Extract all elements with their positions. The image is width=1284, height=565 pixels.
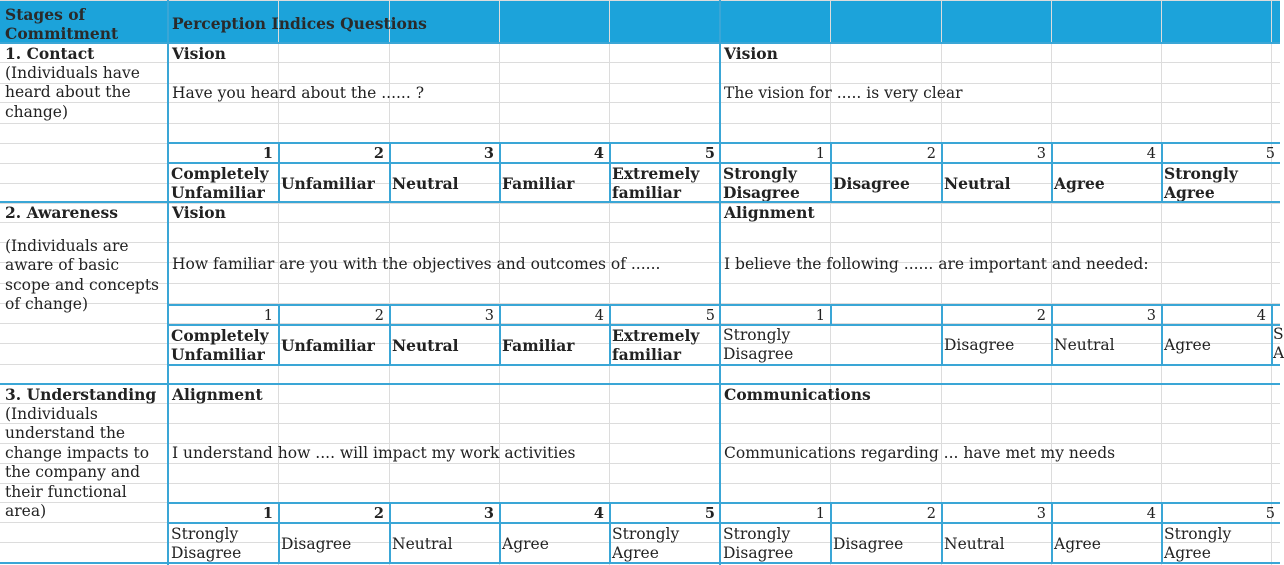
- scale-number-right-2[interactable]: 2: [926, 146, 936, 162]
- scale-label-text: Strongly Agree: [1164, 525, 1232, 562]
- scale-label-text: Disagree: [944, 335, 1015, 354]
- border-scale-col: [389, 502, 391, 563]
- scale-label-left-1[interactable]: [171, 325, 276, 365]
- scale-label-left-3[interactable]: [392, 325, 497, 365]
- scale-label-left-3[interactable]: [392, 523, 497, 565]
- scale-label-right-5[interactable]: [1164, 163, 1278, 203]
- border-scale-col: [1051, 142, 1053, 202]
- stage-3-cell[interactable]: [5, 385, 167, 522]
- gridline-col: [609, 0, 610, 565]
- scale-label-text: Agree: [1054, 173, 1105, 193]
- scale-number-left-5[interactable]: 5: [704, 145, 715, 162]
- scale-label-left-5[interactable]: [612, 325, 718, 365]
- border-col-stage: [167, 0, 169, 565]
- scale-number-left-3[interactable]: 3: [483, 505, 494, 522]
- border-scale-col: [389, 304, 391, 364]
- scale-number-right-5[interactable]: 5: [1265, 506, 1275, 522]
- scale-label-left-5[interactable]: [612, 523, 718, 565]
- scale-label-text: Strongly Disagree: [723, 326, 794, 363]
- stage-1-right-question[interactable]: The vision for ..... is very clear: [724, 84, 963, 102]
- scale-label-right-1[interactable]: [723, 523, 828, 565]
- border-scale-mid: [168, 162, 1280, 164]
- scale-label-left-2[interactable]: [281, 523, 387, 565]
- border-scale-col: [830, 304, 832, 324]
- scale-number-right-1[interactable]: 1: [815, 146, 825, 162]
- border-scale-col: [1051, 502, 1053, 563]
- border-scale-col: [1161, 304, 1163, 364]
- stage-2-description: (Individuals are aware of basic scope and concepts of change): [5, 236, 160, 313]
- scale-label-text: Neutral: [392, 335, 459, 355]
- border-scale-col: [609, 304, 611, 364]
- border-scale-col: [609, 502, 611, 563]
- border-scale-col: [389, 142, 391, 202]
- scale-label-text: Disagree: [281, 534, 352, 553]
- border-scale-col: [609, 142, 611, 202]
- stage-3-left-question[interactable]: I understand how .... will impact my work activities: [172, 444, 576, 462]
- scale-number-left-1[interactable]: 1: [263, 308, 273, 324]
- scale-label-left-4[interactable]: [502, 325, 607, 365]
- stage-2-right-question[interactable]: I believe the following ...... are important and needed:: [724, 255, 1149, 273]
- border-scale-col: [941, 142, 943, 202]
- gridline-row: [0, 0, 1280, 1]
- border-scale-col: [278, 304, 280, 364]
- scale-label-left-1[interactable]: [171, 163, 276, 203]
- scale-label-left-2[interactable]: [281, 325, 387, 365]
- scale-label-right-2[interactable]: [833, 163, 939, 203]
- scale-label-right-3[interactable]: [944, 163, 1049, 203]
- border-scale-col: [499, 502, 501, 563]
- gridline-col: [1051, 0, 1052, 565]
- gridline-row: [0, 483, 1280, 484]
- gridline-row: [0, 242, 1280, 243]
- scale-number-right-3[interactable]: 3: [1036, 506, 1046, 522]
- gridline-col: [1161, 0, 1162, 565]
- border-scale-col: [499, 304, 501, 364]
- border-scale-col: [499, 142, 501, 202]
- scale-label-text: Strongly Agree: [1164, 164, 1238, 202]
- scale-number-right-3[interactable]: 3: [1146, 308, 1156, 324]
- perception-indices-header: Perception Indices Questions: [172, 14, 427, 33]
- scale-label-right-3[interactable]: [1054, 325, 1159, 365]
- stages-of-commitment-header: Stages of Commitment: [5, 5, 119, 43]
- scale-label-text: Strongly Disagree: [723, 164, 800, 202]
- scale-label-right-4[interactable]: [1054, 523, 1159, 565]
- scale-number-left-5[interactable]: 5: [705, 308, 715, 324]
- border-scale-top: [168, 142, 1280, 144]
- scale-label-text: Neutral: [392, 173, 459, 193]
- scale-label-text: Neutral: [392, 534, 453, 553]
- scale-number-right-5[interactable]: 5: [1265, 146, 1275, 162]
- scale-label-text: Extremely familiar: [612, 326, 700, 364]
- stage-3-description: (Individuals understand the change impacts to the company and their functional area): [5, 404, 150, 520]
- border-scale-mid: [168, 324, 1280, 326]
- scale-label-text: Agree: [1164, 335, 1211, 354]
- stage-2-right-category[interactable]: Alignment: [724, 203, 815, 222]
- scale-label-text: Disagree: [833, 534, 904, 553]
- scale-number-right-4[interactable]: 4: [1146, 506, 1156, 522]
- scale-label-text: Neutral: [1054, 335, 1115, 354]
- scale-label-text: Agree: [502, 534, 549, 553]
- scale-label-right-5[interactable]: [1164, 523, 1278, 565]
- scale-label-text: Strongly Agree: [612, 525, 680, 562]
- scale-label-left-1[interactable]: [171, 523, 276, 565]
- gridline-col: [1271, 0, 1272, 565]
- scale-label-text: Agree: [1054, 534, 1101, 553]
- border-block-1: [0, 201, 1280, 203]
- scale-number-right-1[interactable]: 1: [815, 506, 825, 522]
- scale-label-text: Familiar: [502, 335, 575, 355]
- scale-number-right-4[interactable]: 4: [1256, 308, 1266, 324]
- border-scale-col: [1271, 304, 1273, 364]
- scale-label-right-2[interactable]: [944, 325, 1049, 365]
- border-scale-top: [168, 502, 1280, 504]
- scale-number-left-1[interactable]: 1: [262, 145, 273, 162]
- scale-number-right-4[interactable]: 4: [1146, 146, 1156, 162]
- scale-label-right-1[interactable]: [723, 325, 828, 365]
- border-scale-col: [1051, 304, 1053, 364]
- border-scale-col: [1161, 502, 1163, 563]
- stage-1-cell[interactable]: [5, 44, 165, 122]
- stage-1-description: (Individuals have heard about the change): [5, 63, 140, 121]
- border-scale-col: [278, 142, 280, 202]
- scale-label-text: Neutral: [944, 173, 1011, 193]
- gridline-row: [0, 283, 1280, 284]
- scale-number-left-3[interactable]: 3: [483, 145, 494, 162]
- scale-label-text: Completely Unfamiliar: [171, 326, 269, 364]
- scale-label-right-4[interactable]: [1054, 163, 1159, 203]
- border-scale-col: [941, 502, 943, 563]
- stage-1-left-question[interactable]: Have you heard about the ...... ?: [172, 84, 425, 102]
- border-scale-col: [830, 142, 832, 202]
- scale-number-left-4[interactable]: 4: [593, 505, 604, 522]
- scale-label-text: Familiar: [502, 173, 575, 193]
- border-scale-bottom: [168, 364, 1280, 366]
- border-col-mid: [719, 0, 721, 565]
- gridline-row: [0, 123, 1280, 124]
- scale-number-left-2[interactable]: 2: [373, 505, 384, 522]
- scale-label-left-5[interactable]: [612, 163, 718, 203]
- scale-label-right-2[interactable]: [833, 523, 939, 565]
- stage-2-left-question[interactable]: How familiar are you with the objectives and outcomes of ......: [172, 255, 661, 273]
- scale-number-left-4[interactable]: 4: [593, 145, 604, 162]
- gridline-row: [0, 423, 1280, 424]
- scale-label-right-1[interactable]: [723, 163, 828, 203]
- scale-label-left-3[interactable]: [392, 163, 497, 203]
- scale-number-right-2[interactable]: 2: [926, 506, 936, 522]
- stage-2-right-partial-label[interactable]: S A: [1273, 325, 1284, 362]
- scale-label-text: Extremely familiar: [612, 164, 700, 202]
- stage-2-cell[interactable]: [5, 203, 165, 315]
- stage-2-left-category[interactable]: Vision: [172, 203, 226, 222]
- scale-label-left-4[interactable]: [502, 523, 607, 565]
- stage-3-left-category[interactable]: Alignment: [172, 385, 263, 404]
- stage-3-title: 3. Understanding: [5, 385, 157, 404]
- scale-number-left-5[interactable]: 5: [704, 505, 715, 522]
- scale-label-left-4[interactable]: [502, 163, 607, 203]
- scale-number-left-2[interactable]: 2: [374, 308, 384, 324]
- scale-label-right-4[interactable]: [1164, 325, 1269, 365]
- border-bottom: [0, 562, 1280, 564]
- scale-label-text: Disagree: [833, 173, 910, 193]
- stage-3-right-question[interactable]: Communications regarding ... have met my needs: [724, 444, 1116, 462]
- border-header-bottom: [0, 42, 1280, 44]
- scale-label-text: Unfamiliar: [281, 173, 375, 193]
- border-scale-col: [1161, 142, 1163, 202]
- scale-label-right-3[interactable]: [944, 523, 1049, 565]
- stage-2-title: 2. Awareness: [5, 203, 118, 222]
- border-scale-mid: [168, 522, 1280, 524]
- scale-number-left-2[interactable]: 2: [373, 145, 384, 162]
- scale-label-text: Neutral: [944, 534, 1005, 553]
- scale-label-text: Strongly Disagree: [171, 525, 242, 562]
- scale-label-text: Strongly Disagree: [723, 525, 794, 562]
- scale-number-left-3[interactable]: 3: [484, 308, 494, 324]
- scale-number-right-1[interactable]: 1: [815, 308, 825, 324]
- scale-number-left-1[interactable]: 1: [262, 505, 273, 522]
- scale-label-text: Unfamiliar: [281, 335, 375, 355]
- stage-3-right-category[interactable]: Communications: [724, 385, 871, 404]
- stage-1-title: 1. Contact: [5, 44, 95, 63]
- scale-label-text: Completely Unfamiliar: [171, 164, 269, 202]
- scale-number-left-4[interactable]: 4: [594, 308, 604, 324]
- scale-label-left-2[interactable]: [281, 163, 387, 203]
- scale-number-right-2[interactable]: 2: [1036, 308, 1046, 324]
- border-scale-col: [941, 304, 943, 364]
- border-scale-col: [830, 502, 832, 563]
- border-scale-col: [278, 502, 280, 563]
- scale-number-right-3[interactable]: 3: [1036, 146, 1046, 162]
- border-scale-top: [168, 304, 1280, 306]
- gridline-col: [499, 0, 500, 565]
- stage-1-right-category[interactable]: Vision: [724, 44, 778, 63]
- border-block-2: [0, 383, 1280, 385]
- stage-1-left-category[interactable]: Vision: [172, 44, 226, 63]
